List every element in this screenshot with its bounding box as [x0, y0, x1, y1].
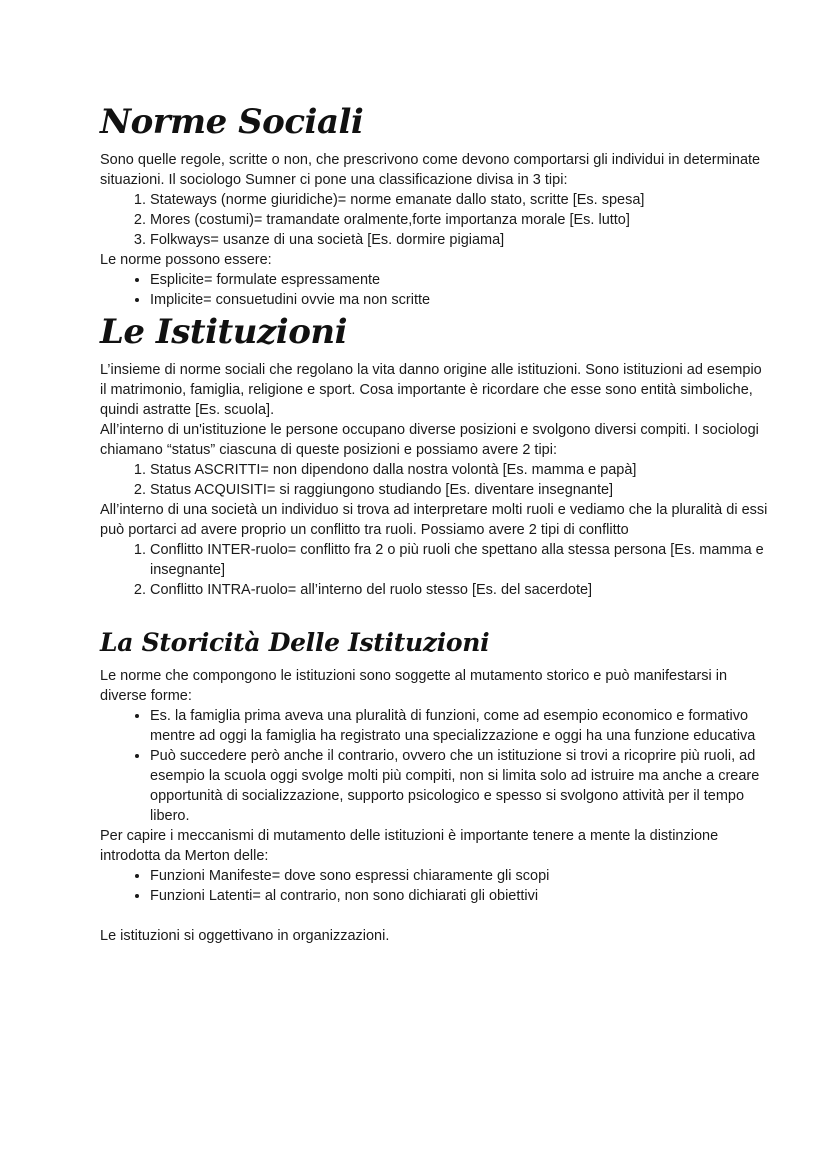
paragraph: L’insieme di norme sociali che regolano la vita danno origine alle istituzioni. Sono istituzioni ad esempio il matrimonio, famiglia, religione e sport. Cosa importante è ricordare che esse sono entità simboliche, quindi astratte [Es. scuola]. [100, 362, 762, 418]
section-norme-sociali [100, 100, 768, 310]
list-item: • Implicite= consuetudini ovvie ma non scritte [150, 290, 768, 310]
heading-norme-sociali: Norme Sociali [100, 102, 364, 142]
paragraph-lead: Le norme possono essere: [100, 252, 272, 268]
list-item: 3. Folkways= usanze di una società [Es. dormire pigiama] [150, 230, 768, 250]
list-item: • Funzioni Manifeste= dove sono espressi chiaramente gli scopi [150, 866, 768, 886]
paragraph: Per capire i meccanismi di mutamento delle istituzioni è importante tenere a mente la distinzione introdotta da Merton delle: [100, 828, 719, 864]
list-conflicts [100, 540, 768, 600]
heading-storicita: La Storicità Delle Istituzioni [100, 628, 490, 657]
list-item: • Es. la famiglia prima aveva una pluralità di funzioni, come ad esempio economico e formativo mentre ad oggi la famiglia ha registrato una specializzazione e oggi ha una funzione educativa [150, 706, 768, 746]
list-item: 1. Stateways (norme giuridiche)= norme emanate dallo stato, scritte [Es. spesa] [150, 190, 768, 210]
list-status [100, 460, 768, 500]
list-norm-kinds [100, 270, 768, 310]
paragraph: All’interno di un'istituzione le persone occupano diverse posizioni e svolgono diversi compiti. I sociologi chiamano “status” ciascuna di queste posizioni e possiamo avere 2 tipi: [100, 422, 759, 458]
heading-istituzioni: Le Istituzioni [100, 312, 348, 352]
section-storicita [100, 626, 768, 946]
list-item: • Può succedere però anche il contrario, ovvero che un istituzione si trovi a ricoprire più ruoli, ad esempio la scuola oggi svolge molti più compiti, non si limita solo ad istruire ma anche a creare opportunità di socializzazione, supporto psicologico e spesso si svolgono attività per il tempo libero. [150, 746, 768, 826]
paragraph: Le norme che compongono le istituzioni sono soggette al mutamento storico e può manifestarsi in diverse forme: [100, 668, 728, 704]
list-item: 2. Status ACQUISITI= si raggiungono studiando [Es. diventare insegnante] [150, 480, 768, 500]
list-examples [100, 706, 768, 826]
list-item: • Funzioni Latenti= al contrario, non sono dichiarati gli obiettivi [150, 886, 768, 906]
paragraph-closing: Le istituzioni si oggettivano in organizzazioni. [100, 928, 390, 944]
list-item: 1. Conflitto INTER-ruolo= conflitto fra 2 o più ruoli che spettano alla stessa persona [Es. mamma e insegnante] [150, 540, 768, 580]
list-item: 1. Status ASCRITTI= non dipendono dalla nostra volontà [Es. mamma e papà] [150, 460, 768, 480]
section-istituzioni [100, 310, 768, 600]
list-sumner-types [100, 190, 768, 250]
list-functions [100, 866, 768, 906]
paragraph: All’interno di una società un individuo si trova ad interpretare molti ruoli e vediamo che la pluralità di essi può portarci ad avere proprio un conflitto tra ruoli. Possiamo avere 2 tipi di conflitto [100, 502, 768, 538]
list-item: • Esplicite= formulate espressamente [150, 270, 768, 290]
paragraph-intro: Sono quelle regole, scritte o non, che prescrivono come devono comportarsi gli individui in determinate situazioni. Il sociologo Sumner ci pone una classificazione divisa in 3 tipi: [100, 152, 761, 188]
list-item: 2. Mores (costumi)= tramandate oralmente,forte importanza morale [Es. lutto] [150, 210, 768, 230]
list-item: 2. Conflitto INTRA-ruolo= all’interno del ruolo stesso [Es. del sacerdote] [150, 580, 768, 600]
